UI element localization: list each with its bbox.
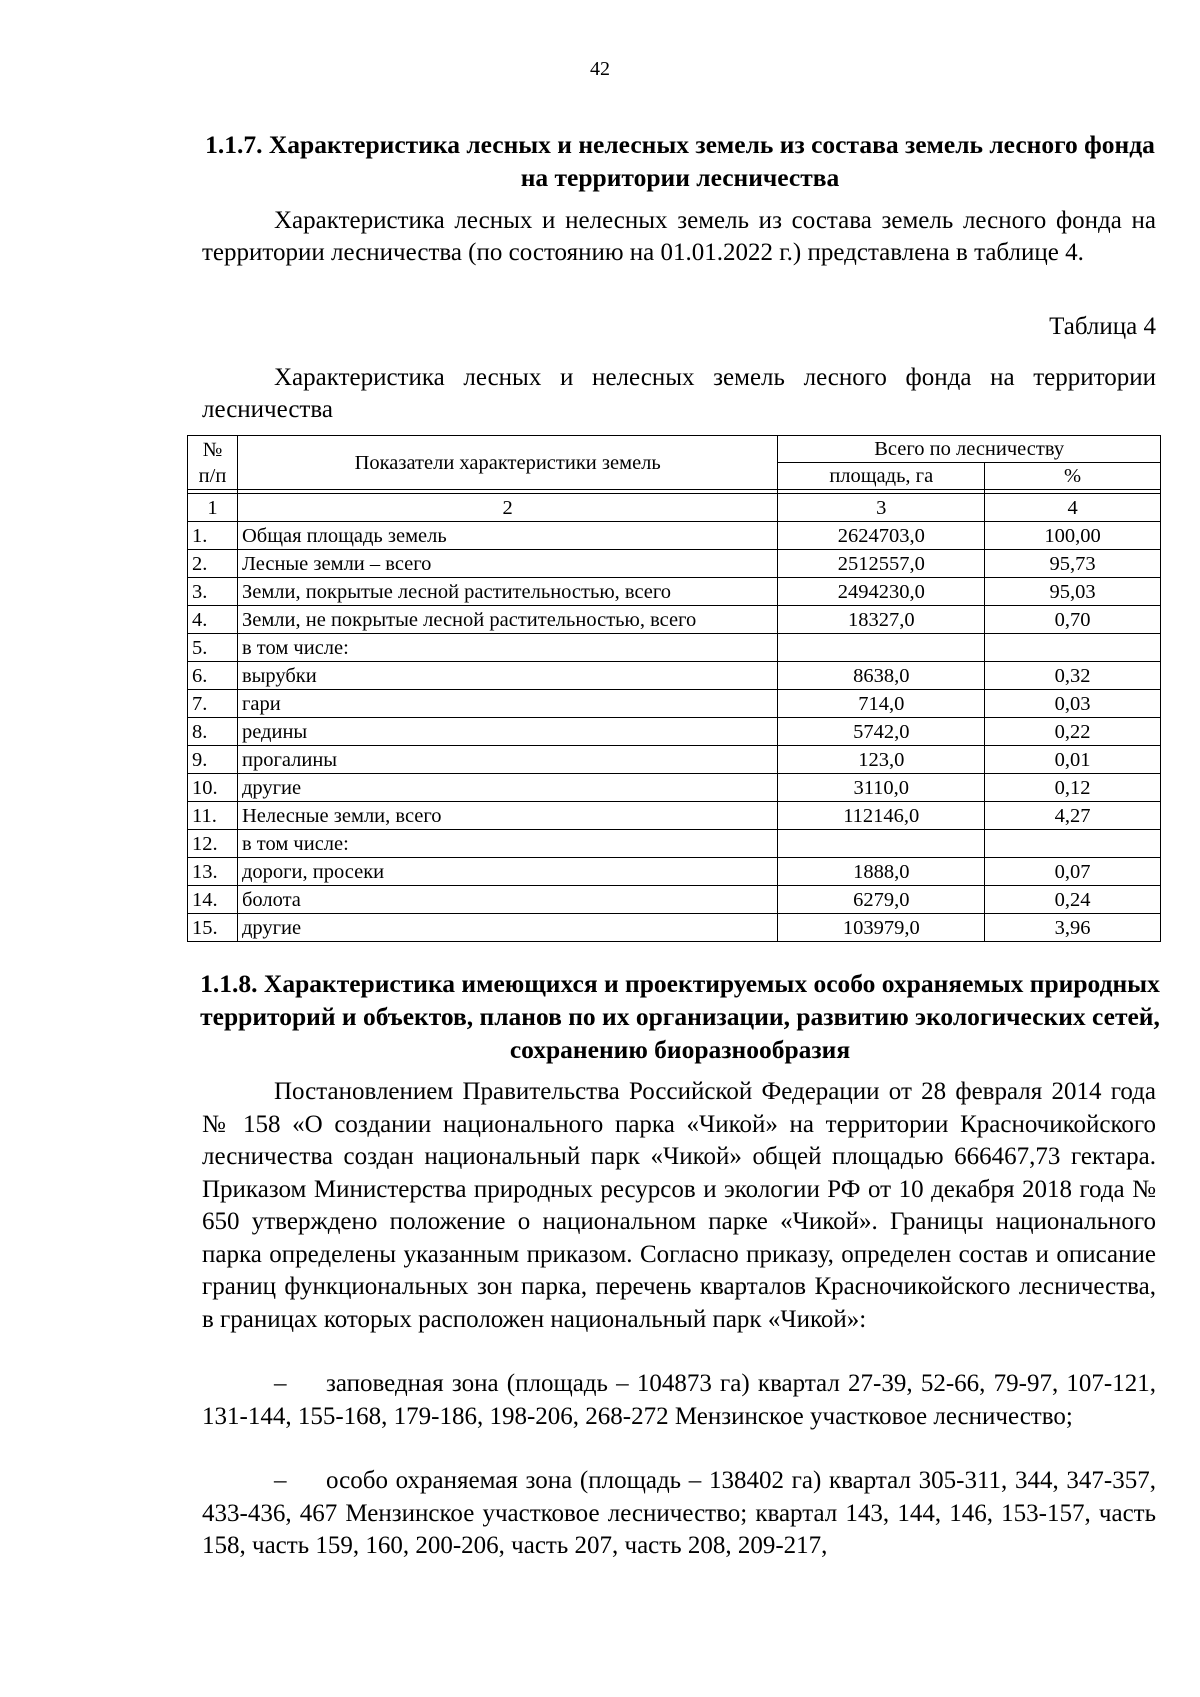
row-percent-cell: 95,73 [985, 550, 1161, 578]
row-number-cell: 7. [188, 690, 238, 718]
col-number: 1 [188, 494, 238, 522]
header-num: № п/п [188, 436, 238, 490]
row-percent-cell: 0,07 [985, 858, 1161, 886]
table-row [188, 746, 1161, 774]
row-number-cell: 2. [188, 550, 238, 578]
row-area-cell [778, 830, 985, 858]
row-area-cell: 18327,0 [778, 606, 985, 634]
table-row [188, 914, 1161, 942]
row-number-cell: 10. [188, 774, 238, 802]
table-row [188, 858, 1161, 886]
row-name-cell: Земли, не покрытые лесной растительностью, всего [237, 606, 777, 634]
header-indicator: Показатели характеристики земель [237, 436, 777, 490]
row-name-cell: Общая площадь земель [237, 522, 777, 550]
row-area-cell: 2494230,0 [778, 578, 985, 606]
bullet-item-reserved-zone [202, 1368, 1156, 1433]
table-row [188, 522, 1161, 550]
row-percent-cell: 0,03 [985, 690, 1161, 718]
row-number-cell: 15. [188, 914, 238, 942]
row-name-cell: другие [237, 914, 777, 942]
row-percent-cell: 0,24 [985, 886, 1161, 914]
table-label: Таблица 4 [1049, 313, 1156, 340]
row-percent-cell [985, 830, 1161, 858]
row-percent-cell: 0,70 [985, 606, 1161, 634]
row-area-cell: 103979,0 [778, 914, 985, 942]
row-area-cell: 714,0 [778, 690, 985, 718]
table-row [188, 886, 1161, 914]
row-area-cell: 8638,0 [778, 662, 985, 690]
row-name-cell: редины [237, 718, 777, 746]
row-area-cell: 5742,0 [778, 718, 985, 746]
row-area-cell: 3110,0 [778, 774, 985, 802]
bullet-text: особо охраняемая зона (площадь – 138402 га) квартал 305-311, 344, 347-357, 433-436, 467 Мензинское участковое лесничество; квартал 143, 144, 146, 153-157, часть 158, часть 159, 160, 200-206, часть 207, часть 208, 209-217, [202, 1467, 1156, 1559]
section-heading-1-1-8: 1.1.8. Характеристика имеющихся и проектируемых особо охраняемых природных территорий и объектов, планов по их организации, развитию экологических сетей, сохранению биоразнообразия [200, 969, 1160, 1064]
table-row [188, 634, 1161, 662]
row-percent-cell: 95,03 [985, 578, 1161, 606]
row-name-cell: Нелесные земли, всего [237, 802, 777, 830]
page-number: 42 [590, 58, 610, 80]
row-number-cell: 5. [188, 634, 238, 662]
row-percent-cell: 0,12 [985, 774, 1161, 802]
table-body [188, 522, 1161, 942]
row-number-cell: 3. [188, 578, 238, 606]
header-area: площадь, га [778, 463, 985, 490]
row-name-cell: вырубки [237, 662, 777, 690]
row-percent-cell: 4,27 [985, 802, 1161, 830]
row-percent-cell: 0,22 [985, 718, 1161, 746]
section-paragraph-1: Характеристика лесных и нелесных земель из состава земель лесного фонда на территории лесничества (по состоянию на 01.01.2022 г.) представлена в таблице 4. [202, 207, 1156, 266]
header-total: Всего по лесничеству [778, 436, 1161, 463]
row-number-cell: 12. [188, 830, 238, 858]
col-number: 3 [778, 494, 985, 522]
bullet-marker: – [274, 1467, 287, 1494]
row-percent-cell: 3,96 [985, 914, 1161, 942]
row-percent-cell: 0,32 [985, 662, 1161, 690]
land-characteristics-table [187, 435, 1161, 942]
row-number-cell: 4. [188, 606, 238, 634]
row-name-cell: в том числе: [237, 634, 777, 662]
table-row [188, 718, 1161, 746]
row-area-cell: 2624703,0 [778, 522, 985, 550]
row-number-cell: 9. [188, 746, 238, 774]
row-name-cell: Земли, покрытые лесной растительностью, всего [237, 578, 777, 606]
table-row [188, 662, 1161, 690]
bullet-text: заповедная зона (площадь – 104873 га) квартал 27-39, 52-66, 79-97, 107-121, 131-144, 155-168, 179-186, 198-206, 268-272 Мензинское участковое лесничество; [202, 1370, 1156, 1430]
row-name-cell: другие [237, 774, 777, 802]
table-row [188, 578, 1161, 606]
table-row [188, 830, 1161, 858]
row-number-cell: 1. [188, 522, 238, 550]
table-row [188, 606, 1161, 634]
row-area-cell: 1888,0 [778, 858, 985, 886]
row-area-cell: 6279,0 [778, 886, 985, 914]
section-paragraph-2: Постановлением Правительства Российской Федерации от 28 февраля 2014 года № 158 «О создании национального парка «Чикой» на территории Красночикойского лесничества создан национальный парк «Чикой» общей площадью 666467,73 гектара. Приказом Министерства природных ресурсов и экологии РФ от 10 декабря 2018 года № 650 утверждено положение о национальном парке «Чикой». Границы национального парка определены указанным приказом. Согласно приказу, определен состав и описание границ функциональных зон парка, перечень кварталов Красночикойского лесничества, в границах которых расположен национальный парк «Чикой»: [202, 1078, 1156, 1333]
col-number: 4 [985, 494, 1161, 522]
table-caption: Характеристика лесных и нелесных земель лесного фонда на территории лесничества [202, 364, 1156, 423]
row-area-cell: 112146,0 [778, 802, 985, 830]
table-header-row [188, 436, 1161, 463]
table-column-numbers-row [188, 494, 1161, 522]
row-name-cell: в том числе: [237, 830, 777, 858]
row-area-cell [778, 634, 985, 662]
row-number-cell: 14. [188, 886, 238, 914]
section-heading-1-1-7: 1.1.7. Характеристика лесных и нелесных земель из состава земель лесного фонда на территории лесничества [205, 130, 1155, 192]
row-number-cell: 6. [188, 662, 238, 690]
col-number: 2 [237, 494, 777, 522]
row-name-cell: Лесные земли – всего [237, 550, 777, 578]
row-percent-cell: 0,01 [985, 746, 1161, 774]
row-number-cell: 13. [188, 858, 238, 886]
bullet-item-protected-zone [202, 1465, 1156, 1563]
row-area-cell: 123,0 [778, 746, 985, 774]
row-name-cell: дороги, просеки [237, 858, 777, 886]
table-row [188, 550, 1161, 578]
table-row [188, 690, 1161, 718]
table-row [188, 774, 1161, 802]
row-area-cell: 2512557,0 [778, 550, 985, 578]
bullet-marker: – [274, 1370, 287, 1397]
row-number-cell: 11. [188, 802, 238, 830]
row-percent-cell [985, 634, 1161, 662]
table-row [188, 802, 1161, 830]
row-name-cell: болота [237, 886, 777, 914]
header-percent: % [985, 463, 1161, 490]
row-percent-cell: 100,00 [985, 522, 1161, 550]
row-name-cell: гари [237, 690, 777, 718]
row-name-cell: прогалины [237, 746, 777, 774]
row-number-cell: 8. [188, 718, 238, 746]
